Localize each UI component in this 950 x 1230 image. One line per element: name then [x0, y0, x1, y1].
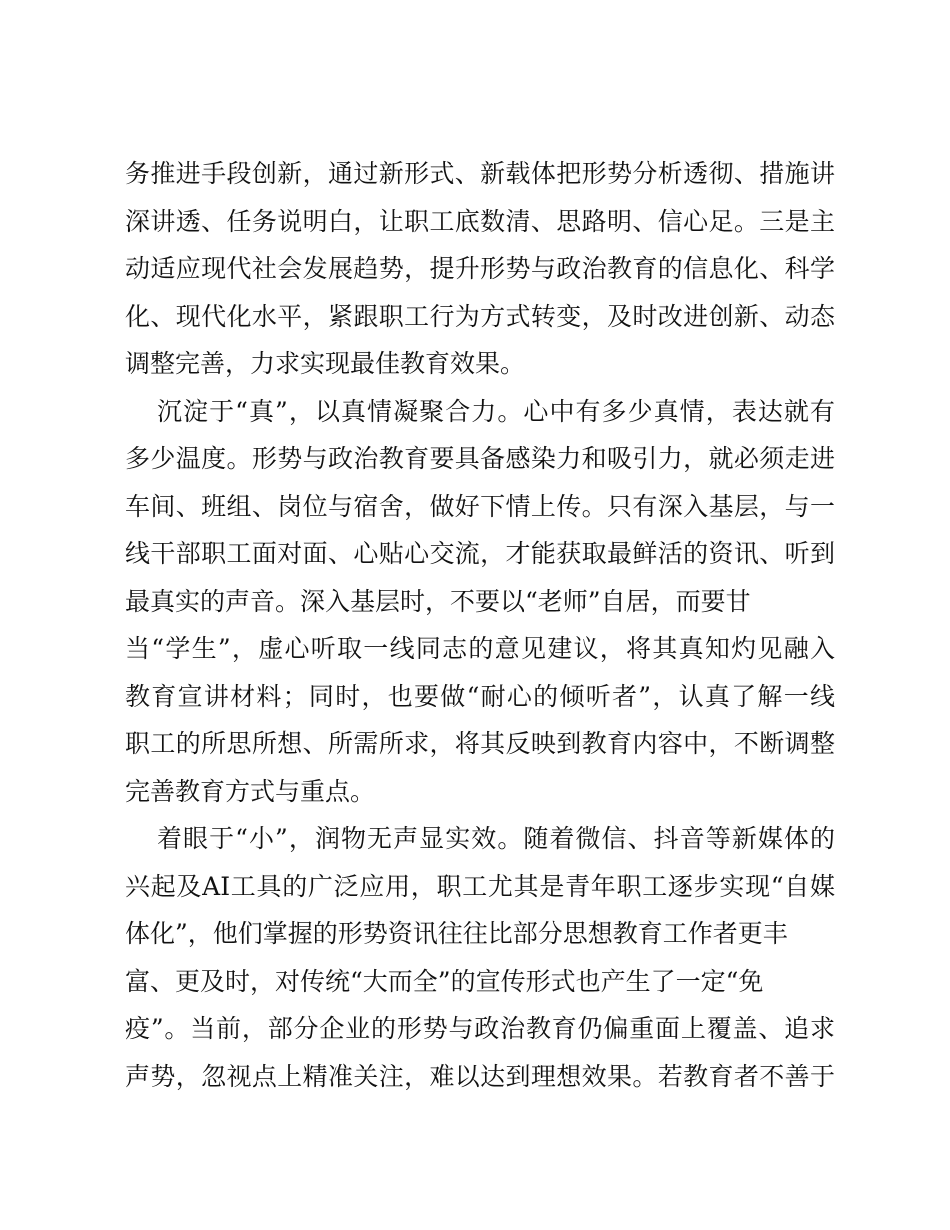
text-line: 完善教育方式与重点。	[125, 776, 376, 806]
text-line: 最真实的声音。深入基层时，不要以“老师”自居，而要甘	[125, 586, 751, 616]
text-line: 多少温度。形势与政治教育要具备感染力和吸引力，就必须走进	[125, 444, 835, 473]
text-line: 职工的所思所想、所需所求，将其反映到教育内容中，不断调整	[125, 729, 835, 758]
text-line: 兴起及AI工具的广泛应用，职工尤其是青年职工逐步实现“自媒	[125, 871, 835, 901]
text-line: 调整完善，力求实现最佳教育效果。	[125, 349, 526, 378]
text-line: 声势，忽视点上精准关注，难以达到理想效果。若教育者不善于	[125, 1061, 835, 1091]
text-line: 教育宣讲材料；同时，也要做“耐心的倾听者”，认真了解一线	[125, 681, 835, 711]
text-line: 车间、班组、岗位与宿舍，做好下情上传。只有深入基层，与一	[125, 491, 835, 521]
text-line: 动适应现代社会发展趋势，提升形势与政治教育的信息化、科学	[125, 254, 835, 283]
text-line: 深讲透、任务说明白，让职工底数清、思路明、信心足。三是主	[125, 206, 835, 236]
text-line: 当“学生”，虚心听取一线同志的意见建议，将其真知灼见融入	[125, 634, 835, 663]
text-line: 线干部职工面对面、心贴心交流，才能获取最鲜活的资讯、听到	[125, 539, 835, 568]
text-line: 务推进手段创新，通过新形式、新载体把形势分析透彻、措施讲	[125, 159, 835, 188]
body-text	[125, 150, 835, 1100]
text-line: 富、更及时，对传统“大而全”的宣传形式也产生了一定“免	[125, 966, 764, 996]
paragraph-first-line: 沉淀于“真”，以真情凝聚合力。心中有多少真情，表达就有	[157, 396, 835, 426]
text-line: 疫”。当前，部分企业的形势与政治教育仍偏重面上覆盖、追求	[125, 1014, 835, 1043]
paragraph-first-line: 着眼于“小”，润物无声显实效。随着微信、抖音等新媒体的	[157, 824, 835, 853]
text-line: 化、现代化水平，紧跟职工行为方式转变，及时改进创新、动态	[125, 301, 835, 331]
text-line: 体化”，他们掌握的形势资讯往往比部分思想教育工作者更丰	[125, 919, 788, 948]
